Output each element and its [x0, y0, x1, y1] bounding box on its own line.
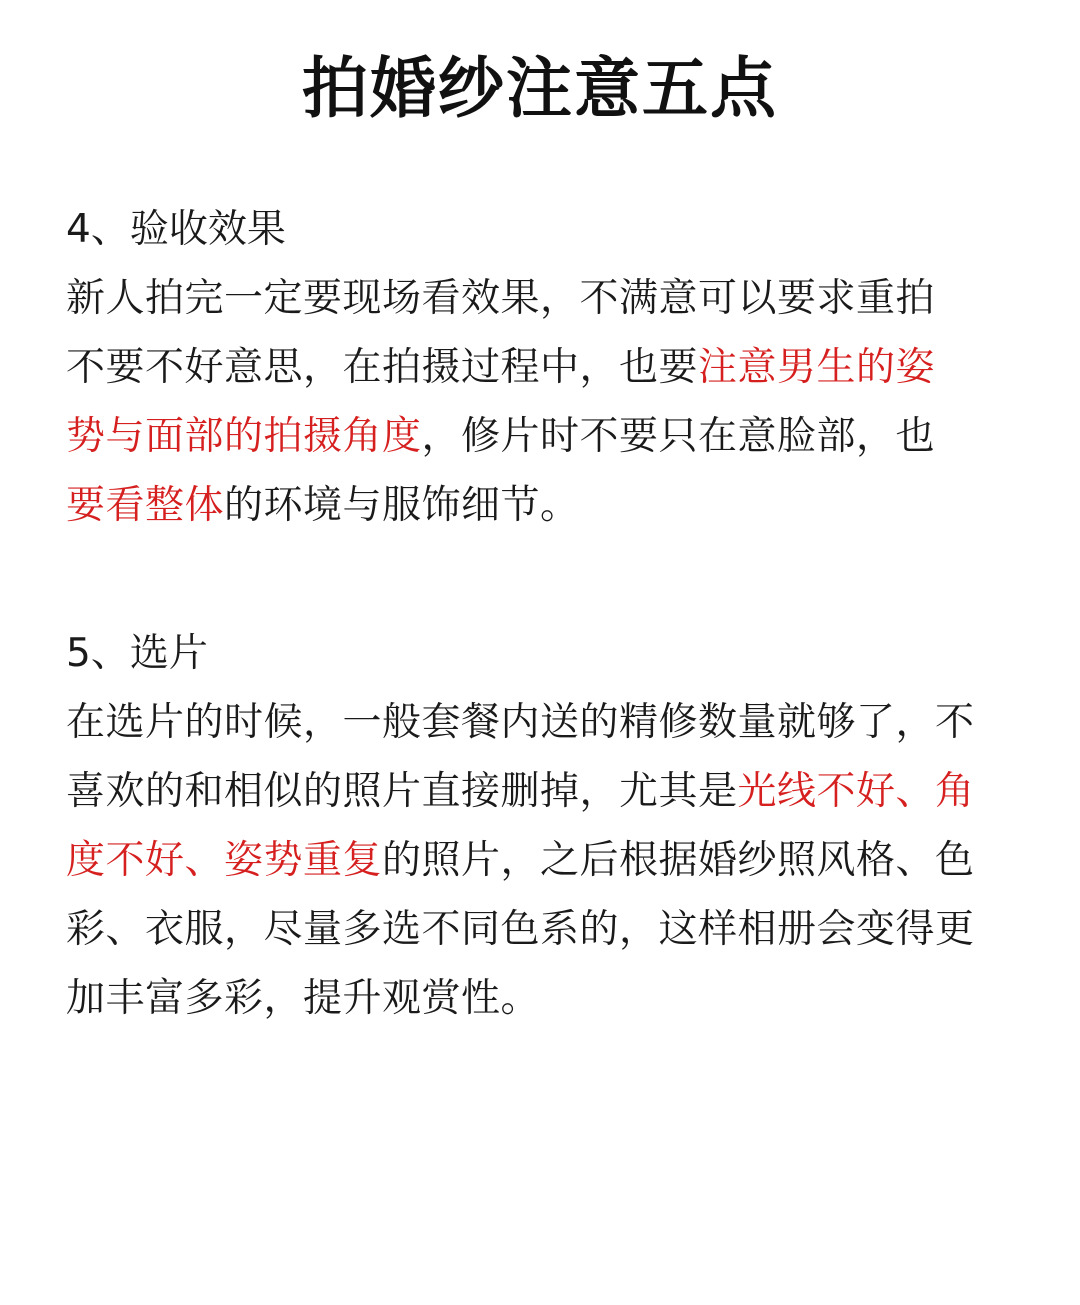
section-5-heading: 5、选片 [66, 631, 208, 676]
section-4-line [66, 333, 1046, 402]
section-4-body [66, 264, 1046, 540]
section-4-line [66, 402, 1046, 471]
highlight-text: 光线不好、角 [737, 769, 975, 814]
highlight-text: 度不好、姿势重复 [66, 838, 383, 883]
section-5-line [66, 826, 1046, 895]
text-segment: 的照片，之后根据婚纱照风格、色 [382, 838, 975, 883]
highlight-text: 要看整体 [66, 483, 225, 528]
highlight-text: 势与面部的拍摄角度 [66, 414, 422, 459]
text-segment: 不要不好意思，在拍摄过程中，也要 [66, 345, 699, 390]
highlight-text: 注意男生的姿 [698, 345, 936, 390]
text-segment: 的环境与服饰细节。 [224, 483, 580, 528]
section-4-heading: 4、验收效果 [66, 207, 286, 252]
section-4 [66, 196, 1046, 540]
section-5-line [66, 964, 1046, 1033]
text-segment: 喜欢的和相似的照片直接删掉，尤其是 [66, 769, 738, 814]
section-4-line [66, 264, 1046, 333]
section-5-line [66, 688, 1046, 757]
text-segment: ，修片时不要只在意脸部，也 [421, 414, 936, 459]
section-5-line [66, 895, 1046, 964]
text-segment: 加丰富多彩，提升观赏性。 [66, 976, 541, 1021]
text-segment: 在选片的时候，一般套餐内送的精修数量就够了，不 [66, 700, 975, 745]
section-4-line [66, 471, 1046, 540]
section-5-line [66, 757, 1046, 826]
page-title: 拍婚纱注意五点 [302, 50, 778, 127]
section-5 [66, 620, 1046, 1033]
section-5-body [66, 688, 1046, 1033]
text-segment: 新人拍完一定要现场看效果，不满意可以要求重拍 [66, 276, 936, 321]
text-segment: 彩、衣服，尽量多选不同色系的，这样相册会变得更 [66, 907, 975, 952]
